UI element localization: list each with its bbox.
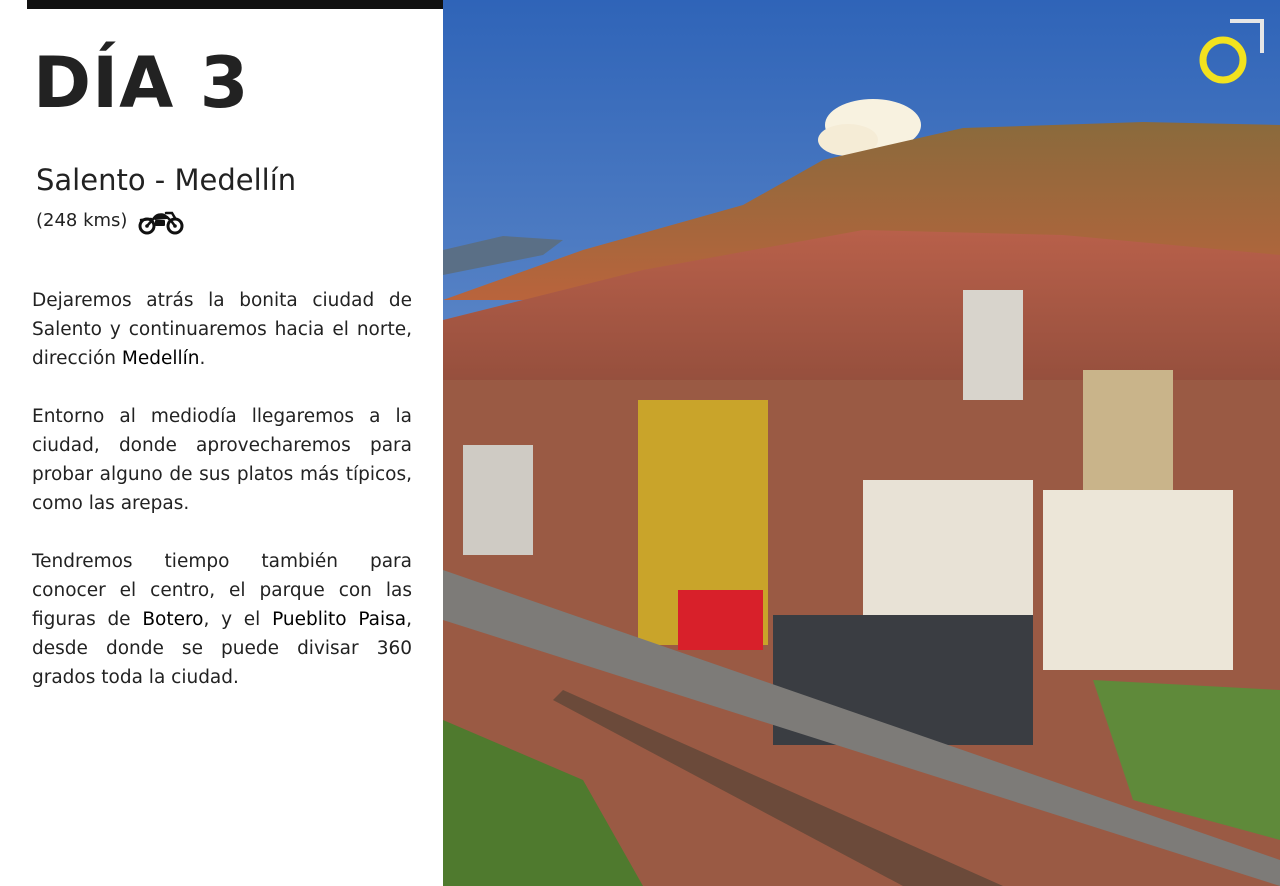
paragraph-3-end: , desde donde se puede divisar 360 grados toda la ciudad. [32, 609, 413, 688]
paragraph-2-text: Entorno al mediodía llegaremos a la ciudad, donde aprovecharemos para probar alguno de sus platos más típicos, como las arepas. [32, 406, 412, 514]
city-photo [443, 0, 1280, 886]
paragraph-1-text: Dejaremos atrás la bonita ciudad de Salento y continuaremos hacia el norte, dirección [32, 290, 412, 369]
distance-label: (248 kms) [36, 210, 128, 231]
paragraph-3-middle: , y el [203, 609, 273, 630]
paragraph-3-text: Tendremos tiempo también para conocer el centro, el parque con las figuras de [32, 551, 412, 630]
route-subtitle: Salento - Medellín [36, 163, 297, 197]
page-title: DÍA 3 [33, 42, 250, 124]
brand-logo-icon [1196, 16, 1268, 88]
paragraph-1 [32, 286, 412, 373]
distance-row [36, 205, 185, 237]
highlight-botero: Botero [142, 609, 204, 630]
motorcycle-icon [137, 206, 185, 236]
highlight-medellin: Medellín [121, 348, 200, 369]
paragraph-2 [32, 402, 412, 518]
description-text [32, 286, 412, 721]
paragraph-1-end: . [199, 348, 206, 369]
paragraph-3 [32, 547, 412, 692]
itinerary-panel [0, 0, 443, 886]
highlight-pueblito-paisa: Pueblito Paisa [272, 609, 407, 630]
